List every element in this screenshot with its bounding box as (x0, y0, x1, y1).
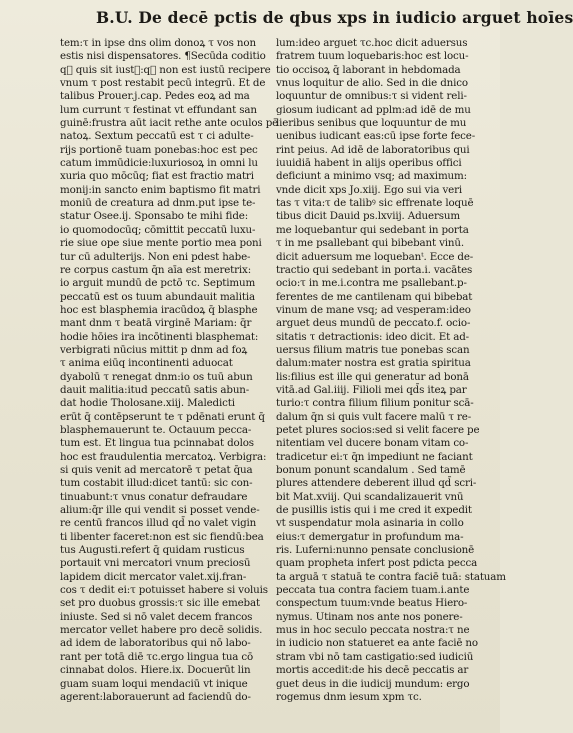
text-line: dauit malitia:itud peccatū satis abun- (60, 383, 250, 396)
text-line: portauit vni mercatori vnum preciosū (60, 557, 251, 570)
text-line: petet plures socios:sed si velit facere pe (276, 423, 480, 436)
text-line: xuria quo mōcūq; fiat est fractio matri (60, 170, 254, 183)
text-line: lis:filius est ille qui generatur ad bonā (276, 370, 469, 383)
text-line: re centū francos illud qd̄ no valet vigin (60, 517, 257, 530)
text-line: guam suam loqui mendaciū vt inique (60, 677, 248, 690)
text-line: verbigrati nūcius mittit p dnm ad foꝝ (60, 343, 248, 356)
text-line: talibus Prouer.j.cap. Pedes eoꝝ ad ma (60, 90, 250, 103)
page-heading: B.U. De decē pctis de qbus xps in iudicio arguet hoīes (96, 8, 573, 27)
text-line: me loquebantur qui sedebant in porta (276, 223, 469, 236)
text-line: turio:τ contra filium filium ponitur scā- (276, 397, 474, 410)
text-line: tum costabit illud:dicet tantū: sic con- (60, 477, 253, 490)
text-line: io arguit mundū de pctō τc. Septimum (60, 277, 256, 290)
text-line: stram vbi nō tam castigatio:sed iudiciū (276, 650, 474, 663)
text-line: τ in me psallebant qui bibebant vinū. (276, 237, 464, 250)
text-line: tur cū adulterijs. Non eni pdest habe- (60, 250, 251, 263)
text-line: de pusillis istis qui i me cred it expedit (276, 504, 472, 517)
text-line: dicit aduersum me loquebanᵗ. Ecce de- (276, 250, 474, 263)
text-line: cos τ dedit ei:τ potuisset habere si voluis (60, 584, 268, 597)
text-line: agerent:laborauerunt ad faciendū do- (60, 690, 251, 703)
text-line: erūt q̄ contēpserunt te τ pdēnati erunt q̄ (60, 410, 265, 423)
text-line: vnus loquitur de alio. Sed in die dnico (276, 77, 468, 90)
text-line: si quis venit ad mercatorē τ petat q̄ua (60, 464, 253, 476)
text-line: mercator vellet habere pro decē solidis. (60, 624, 263, 637)
text-line: ferentes de me cantilenam qui bibebat (276, 290, 473, 303)
text-line: lum:ideo arguet τc.hoc dicit aduersus (276, 37, 468, 49)
text-line: hodie hōies ira incōtinenti blasphemat: (60, 330, 259, 343)
text-line: alium:q̄r ille qui vendit si posset vende- (60, 504, 260, 517)
text-line: plures attendere deberent illud qd̄ scri- (276, 477, 477, 490)
text-line: peccata tua contra faciem tuam.i.ante (276, 584, 470, 597)
text-line: re corpus castum q̄n aīa est meretrix: (60, 263, 252, 276)
right-text-column (276, 37, 506, 704)
text-line: tradicetur ei:τ q̄n impediunt ne faciant (276, 450, 473, 463)
text-line: lieribus senibus que loquuntur de mu (276, 117, 467, 130)
text-line: estis nisi dispensatores. ¶Secūda coditio (60, 50, 266, 63)
text-line: rijs portionē tuam ponebas:hoc est pec (60, 143, 258, 156)
text-line: tus Augusti.refert q̄ quidam rusticus (60, 544, 245, 557)
text-line: bit Mat.xviij. Qui scandalizauerit vnū (276, 490, 464, 503)
text-line: monij:in sancto enim baptismo fit matri (60, 183, 261, 196)
text-line: cinnabat dolos. Hiere.ix. Docuerūt lin (60, 664, 251, 677)
text-line: τ anima eiūq incontinenti aduocat (60, 357, 233, 370)
text-line: set pro duobus grossis:τ sic ille emebat (60, 597, 260, 610)
text-line: tinuabunt:τ vnus conatur defraudare (60, 490, 248, 503)
text-line: vinum de mane vsq; ad vesperam:ideo (276, 303, 471, 316)
text-line: statur Osee.ij. Sponsabo te mihi fide: (60, 210, 249, 223)
text-line: quam propheta infert post pdicta pecca (276, 557, 478, 570)
text-line: tibus dicit Dauid ps.lxviij. Aduersum (276, 210, 460, 223)
text-line: fratrem tuum loquebaris:hoc est locu- (276, 50, 469, 63)
text-line: bonum ponunt scandalum . Sed tamē (276, 464, 466, 476)
text-line: rant per totā diē τc.ergo lingua tua cō (60, 650, 254, 663)
text-line: ris. Luferni:nunno pensate conclusionē (276, 544, 475, 557)
text-line: mant dnm τ beatā virginē Mariam: q̄r (60, 317, 252, 330)
text-line: conspectum tuum:vnde beatus Hiero- (276, 597, 468, 610)
text-line: q᷑ quis sit iustꝰ:q᷑ non est iustū recipere (60, 63, 271, 76)
text-line: peccatū est os tuum abundauit malitia (60, 290, 255, 303)
text-line: dat hodie Tholosane.xiij. Maledicti (60, 397, 235, 410)
text-line: tas τ vita:τ de talibꝰ sic effrenate loquē (276, 197, 474, 210)
text-line: hoc est blasphemia iracūdoꝝ q̄ blasphe (60, 303, 258, 316)
text-line: io quomodocūq; cōmittit peccatū luxu- (60, 223, 256, 236)
text-line: mus in hoc seculo peccata nostra:τ ne (276, 624, 470, 637)
text-line: lum currunt τ festinat vt effundant san (60, 103, 257, 116)
text-line: arguet deus mundū de peccato.f. ocio- (276, 317, 471, 330)
text-line: in iudicio non statueret ea ante faciē no (276, 637, 478, 650)
text-line: ocio:τ in me.i.contra me psallebant.p- (276, 277, 467, 290)
text-line: rint peius. Ad idē de laboratoribus qui (276, 143, 470, 156)
text-line: vnde dicit xps Jo.xiij. Ego sui via veri (276, 183, 462, 196)
text-line: sitatis τ detractionis: ideo dicit. Et ad- (276, 330, 469, 343)
text-line: dalum q̄n si quis vult facere malū τ re- (276, 410, 472, 423)
text-line: tem:τ in ipse dns olim donoꝝ τ vos non (60, 37, 256, 49)
text-line: iuuidiā habent in alijs operibus offici (276, 157, 462, 170)
text-line: iniuste. Sed si nō valet decem francos (60, 610, 253, 623)
text-line: ti libenter faceret:non est sic fiendū:bea (60, 530, 264, 543)
text-line: lapidem dicit mercator valet.xij.fran- (60, 570, 247, 583)
text-line: blasphemauerunt te. Octauum pecca- (60, 423, 252, 436)
text-line: loquuntur de omnibus:τ si vident reli- (276, 90, 467, 103)
text-line: eius:τ demergatur in profundum ma- (276, 530, 464, 543)
text-line: moniū de creatura ad dnm.put ipse te- (60, 197, 256, 210)
text-line: guet deus in die iudicij mundum: ergo (276, 677, 470, 690)
text-line: natoꝝ. Sextum peccatū est τ ci adulte- (60, 130, 254, 143)
text-line: hoc est fraudulentia mercatoꝝ. Verbigra: (60, 450, 267, 463)
text-line: tio occisoꝝ q̄ laborant in hebdomada (276, 63, 461, 76)
text-line: dyabolū τ renegat dnm:io os tuū abun (60, 370, 253, 383)
text-line: rie siue ope siue mente portio mea poni (60, 237, 262, 250)
text-line: dalum:mater nostra est gratia spiritua (276, 357, 471, 370)
text-line: guinē:frustra aūt iacit rethe ante oculos pē (60, 117, 279, 130)
text-line: vt suspendatur mola asinaria in collo (276, 517, 464, 530)
text-line: ad idem de laboratoribus qui nō labo- (60, 637, 251, 650)
text-line: giosum iudicant ad pplm:ad idē de mu (276, 103, 471, 116)
text-line: deficiunt a minimo vsq; ad maximum: (276, 170, 467, 183)
text-line: uersus filium matris tue ponebas scan (276, 343, 470, 356)
text-line: tum est. Et lingua tua pcinnabat dolos (60, 437, 254, 450)
text-line: nymus. Utinam nos ante nos ponere- (276, 610, 463, 623)
text-line: vnum τ post restabit pecū integrū. Et de (60, 77, 266, 90)
text-line: vitā.ad Gal.iiij. Filioli mei qd̄s iteꝝ par (276, 383, 467, 396)
left-text-column (60, 37, 279, 704)
text-line: ta arguā τ statuā te contra faciē tuā: statuam (276, 570, 506, 583)
text-line: tractio qui sedebant in porta.i. vacātes (276, 263, 473, 276)
text-line: mortis accedit:de his decē peccatis ar (276, 664, 469, 677)
text-line: uenibus iudicant eas:cū ipse forte fece- (276, 130, 476, 143)
text-line: nitentiam vel ducere bonam vitam co- (276, 437, 469, 450)
text-line: rogemus dnm iesum xpm τc. (276, 690, 422, 703)
text-line: catum immūdicie:luxuriosoꝝ in omni lu (60, 157, 258, 170)
